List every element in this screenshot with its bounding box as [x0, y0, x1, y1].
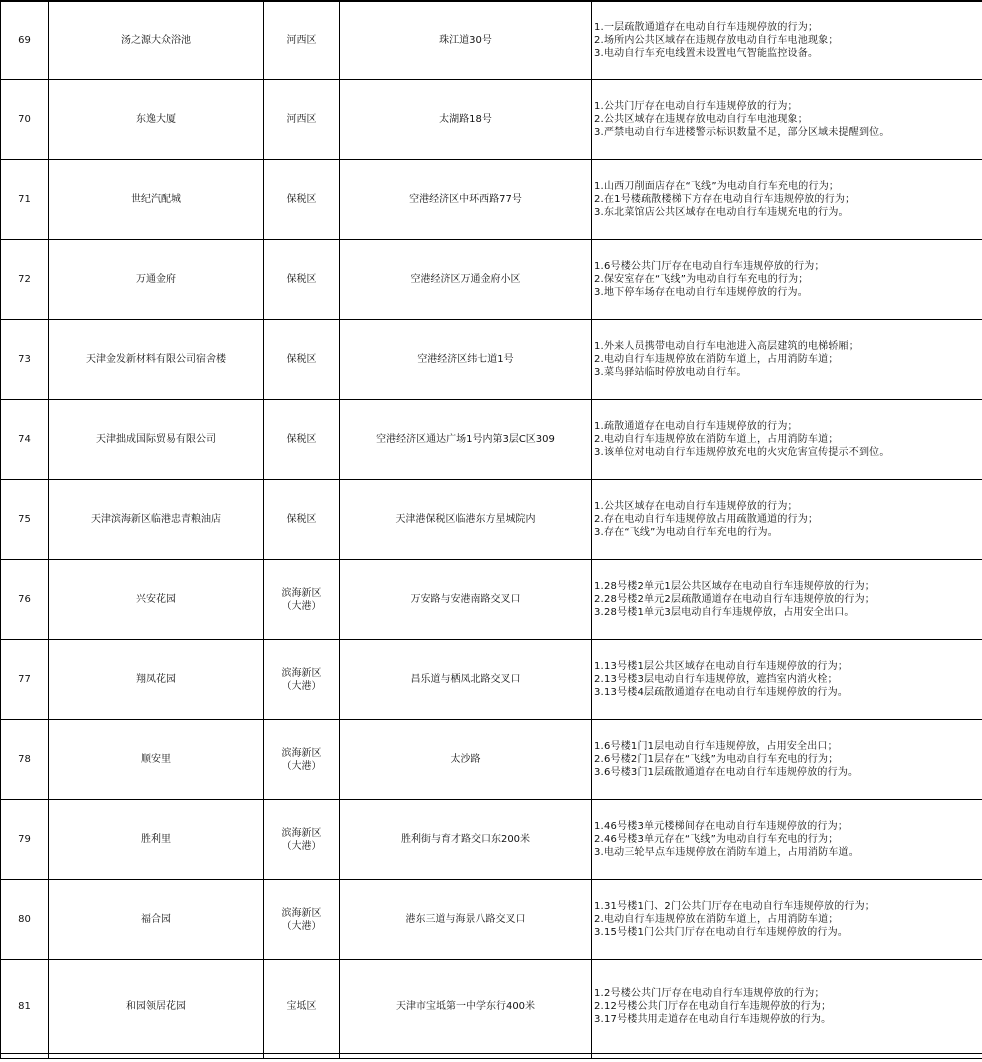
district-line: 河西区 — [286, 34, 317, 46]
district-line: 保税区 — [286, 354, 317, 365]
issue-line: 1.公共门厅存在电动自行车违规停放的行为； — [594, 101, 798, 112]
issue-line: 3.地下停车场存在电动自行车违规停放的行为。 — [594, 287, 808, 298]
district-cell — [264, 560, 340, 640]
issue-line: 1.一层疏散通道存在电动自行车违规停放的行为； — [594, 21, 819, 33]
row-number-cell: 79 — [1, 800, 49, 880]
unit-name-cell: 东逸大厦 — [49, 80, 264, 160]
district-line: 保税区 — [286, 194, 317, 205]
issue-line: 3.6号楼3门1层疏散通道存在电动自行车违规停放的行为。 — [594, 767, 859, 778]
district-line: （大港） — [281, 600, 322, 612]
unit-name-cell: 兴安花园 — [49, 560, 264, 640]
issue-line: 2.存在电动自行车违规停放占用疏散通道的行为； — [594, 514, 819, 525]
district-line: 保税区 — [286, 434, 317, 445]
row-number-cell: 76 — [1, 560, 49, 640]
issues-cell — [592, 960, 982, 1054]
district-line: 滨海新区 — [281, 667, 322, 679]
address-cell: 空港经济区中环西路77号 — [340, 160, 592, 240]
issue-line: 2.28号楼2单元2层疏散通道存在电动自行车违规停放的行为； — [594, 594, 875, 605]
district-cell — [264, 320, 340, 400]
district-line: 保税区 — [286, 274, 317, 285]
issue-line: 2.在1号楼疏散楼梯下方存在电动自行车违规停放的行为； — [594, 194, 856, 205]
district-line: 滨海新区 — [281, 747, 322, 759]
issue-line: 3.17号楼共用走道存在电动自行车违规停放的行为。 — [594, 1014, 832, 1025]
district-line: （大港） — [281, 920, 322, 932]
issue-line: 2.电动自行车违规停放在消防车道上，占用消防车道； — [594, 434, 839, 445]
table-row — [1, 640, 982, 720]
issue-line: 2.46号楼3单元存在“飞线”为电动自行车充电的行为； — [594, 834, 839, 845]
table-row — [1, 560, 982, 640]
address-cell: 天津市宝坻第一中学东行400米 — [340, 960, 592, 1054]
table-row — [1, 400, 982, 480]
issue-line: 1.山西刀削面店存在“飞线”为电动自行车充电的行为； — [594, 181, 840, 192]
issues-cell — [592, 160, 982, 240]
issues-cell — [592, 1, 982, 80]
district-cell — [264, 800, 340, 880]
issue-line: 3.东北菜馆店公共区域存在电动自行车违规充电的行为。 — [594, 207, 849, 218]
unit-name-cell: 和园领居花园 — [49, 960, 264, 1054]
address-cell: 空港经济区万通金府小区 — [340, 240, 592, 320]
issues-cell — [592, 880, 982, 960]
issue-line: 2.场所内公共区域存在违规存放电动自行车电池现象； — [594, 34, 839, 46]
district-line: 河西区 — [286, 114, 317, 125]
table-row — [1, 1, 982, 80]
unit-name-cell: 汤之源大众浴池 — [49, 1, 264, 80]
row-number-cell: 73 — [1, 320, 49, 400]
district-line: 滨海新区 — [281, 587, 322, 599]
table-row — [1, 880, 982, 960]
row-number-cell: 80 — [1, 880, 49, 960]
row-number-cell: 78 — [1, 720, 49, 800]
empty-cell — [49, 1054, 264, 1059]
issue-line: 1.31号楼1门、2门公共门厅存在电动自行车违规停放的行为； — [594, 901, 875, 912]
issue-line: 2.13号楼3层电动自行车违规停放，遮挡室内消火栓； — [594, 674, 838, 685]
row-number-cell: 70 — [1, 80, 49, 160]
address-cell: 港东三道与海景八路交叉口 — [340, 880, 592, 960]
district-cell — [264, 80, 340, 160]
district-cell — [264, 400, 340, 480]
issue-line: 1.2号楼公共门厅存在电动自行车违规停放的行为； — [594, 988, 825, 999]
unit-name-cell: 翔凤花园 — [49, 640, 264, 720]
issue-line: 3.菜鸟驿站临时停放电动自行车。 — [594, 367, 747, 378]
unit-name-cell: 顺安里 — [49, 720, 264, 800]
issue-line: 3.28号楼1单元3层电动自行车违规停放，占用安全出口。 — [594, 607, 855, 618]
issues-cell — [592, 400, 982, 480]
issue-line: 1.28号楼2单元1层公共区域存在电动自行车违规停放的行为； — [594, 581, 875, 592]
issues-cell — [592, 480, 982, 560]
address-cell: 万安路与安港南路交叉口 — [340, 560, 592, 640]
issue-line: 2.保安室存在“飞线”为电动自行车充电的行为； — [594, 274, 809, 285]
address-cell: 太沙路 — [340, 720, 592, 800]
unit-name-cell: 天津滨海新区临港忠青粮油店 — [49, 480, 264, 560]
row-number-cell: 77 — [1, 640, 49, 720]
district-cell — [264, 480, 340, 560]
empty-cell — [1, 1054, 49, 1059]
empty-cell — [592, 1054, 982, 1059]
issue-line: 1.6号楼公共门厅存在电动自行车违规停放的行为； — [594, 261, 825, 272]
issue-line: 3.电动三轮早点车违规停放在消防车道上，占用消防车道。 — [594, 847, 859, 858]
district-line: （大港） — [281, 680, 322, 692]
issues-cell — [592, 800, 982, 880]
address-cell: 空港经济区纬七道1号 — [340, 320, 592, 400]
issue-line: 2.12号楼公共门厅存在电动自行车违规停放的行为； — [594, 1001, 832, 1012]
table-row — [1, 160, 982, 240]
issue-line: 3.电动自行车充电线置未设置电气智能监控设备。 — [594, 47, 819, 59]
district-cell — [264, 160, 340, 240]
issues-cell — [592, 560, 982, 640]
district-cell — [264, 640, 340, 720]
inspection-table-body — [1, 1, 982, 1059]
issues-cell — [592, 320, 982, 400]
issue-line: 3.严禁电动自行车进楼警示标识数量不足，部分区域未提醒到位。 — [594, 127, 890, 138]
issue-line: 1.46号楼3单元楼梯间存在电动自行车违规停放的行为； — [594, 821, 849, 832]
district-line: 滨海新区 — [281, 827, 322, 839]
district-line: （大港） — [281, 840, 322, 852]
issue-line: 2.6号楼2门1层存在“飞线”为电动自行车充电的行为； — [594, 754, 839, 765]
table-row — [1, 800, 982, 880]
address-cell: 胜利街与育才路交口东200米 — [340, 800, 592, 880]
issues-cell — [592, 80, 982, 160]
district-cell — [264, 720, 340, 800]
address-cell: 昌乐道与栖凤北路交叉口 — [340, 640, 592, 720]
table-row — [1, 240, 982, 320]
empty-cell — [340, 1054, 592, 1059]
district-line: 宝坻区 — [286, 1001, 317, 1012]
issues-cell — [592, 640, 982, 720]
table-row — [1, 960, 982, 1054]
row-number-cell: 75 — [1, 480, 49, 560]
issue-line: 3.存在“飞线”为电动自行车充电的行为。 — [594, 527, 778, 538]
district-cell — [264, 240, 340, 320]
district-cell — [264, 880, 340, 960]
address-cell: 太湖路18号 — [340, 80, 592, 160]
table-row — [1, 720, 982, 800]
issue-line: 1.疏散通道存在电动自行车违规停放的行为； — [594, 421, 798, 432]
unit-name-cell: 天津金发新材料有限公司宿舍楼 — [49, 320, 264, 400]
address-cell: 天津港保税区临港东方星城院内 — [340, 480, 592, 560]
district-line: 保税区 — [286, 514, 317, 525]
district-cell — [264, 1, 340, 80]
unit-name-cell: 万通金府 — [49, 240, 264, 320]
issues-cell — [592, 720, 982, 800]
issue-line: 3.该单位对电动自行车违规停放充电的火灾危害宣传提示不到位。 — [594, 447, 890, 458]
unit-name-cell: 天津拙成国际贸易有限公司 — [49, 400, 264, 480]
unit-name-cell: 胜利里 — [49, 800, 264, 880]
table-row — [1, 80, 982, 160]
issue-line: 2.电动自行车违规停放在消防车道上，占用消防车道； — [594, 914, 839, 925]
district-cell — [264, 960, 340, 1054]
row-number-cell: 69 — [1, 1, 49, 80]
empty-cell — [264, 1054, 340, 1059]
address-cell: 空港经济区通达广场1号内第3层C区309 — [340, 400, 592, 480]
unit-name-cell: 世纪汽配城 — [49, 160, 264, 240]
issue-line: 3.13号楼4层疏散通道存在电动自行车违规停放的行为。 — [594, 687, 849, 698]
issue-line: 1.13号楼1层公共区域存在电动自行车违规停放的行为； — [594, 661, 849, 672]
table-row — [1, 320, 982, 400]
issue-line: 1.外来人员携带电动自行车电池进入高层建筑的电梯轿厢； — [594, 341, 859, 352]
unit-name-cell: 福合园 — [49, 880, 264, 960]
row-number-cell: 71 — [1, 160, 49, 240]
issue-line: 1.公共区域存在电动自行车违规停放的行为； — [594, 501, 798, 512]
address-cell: 珠江道30号 — [340, 1, 592, 80]
issue-line: 1.6号楼1门1层电动自行车违规停放，占用安全出口； — [594, 741, 838, 752]
issue-line: 2.电动自行车违规停放在消防车道上，占用消防车道； — [594, 354, 839, 365]
district-line: （大港） — [281, 760, 322, 772]
row-number-cell: 81 — [1, 960, 49, 1054]
row-number-cell: 72 — [1, 240, 49, 320]
row-number-cell: 74 — [1, 400, 49, 480]
issue-line: 3.15号楼1门公共门厅存在电动自行车违规停放的行为。 — [594, 927, 849, 938]
table-row — [1, 480, 982, 560]
issues-cell — [592, 240, 982, 320]
table-row-partial — [1, 1054, 982, 1059]
issue-line: 2.公共区域存在违规存放电动自行车电池现象； — [594, 114, 808, 125]
district-line: 滨海新区 — [281, 907, 322, 919]
